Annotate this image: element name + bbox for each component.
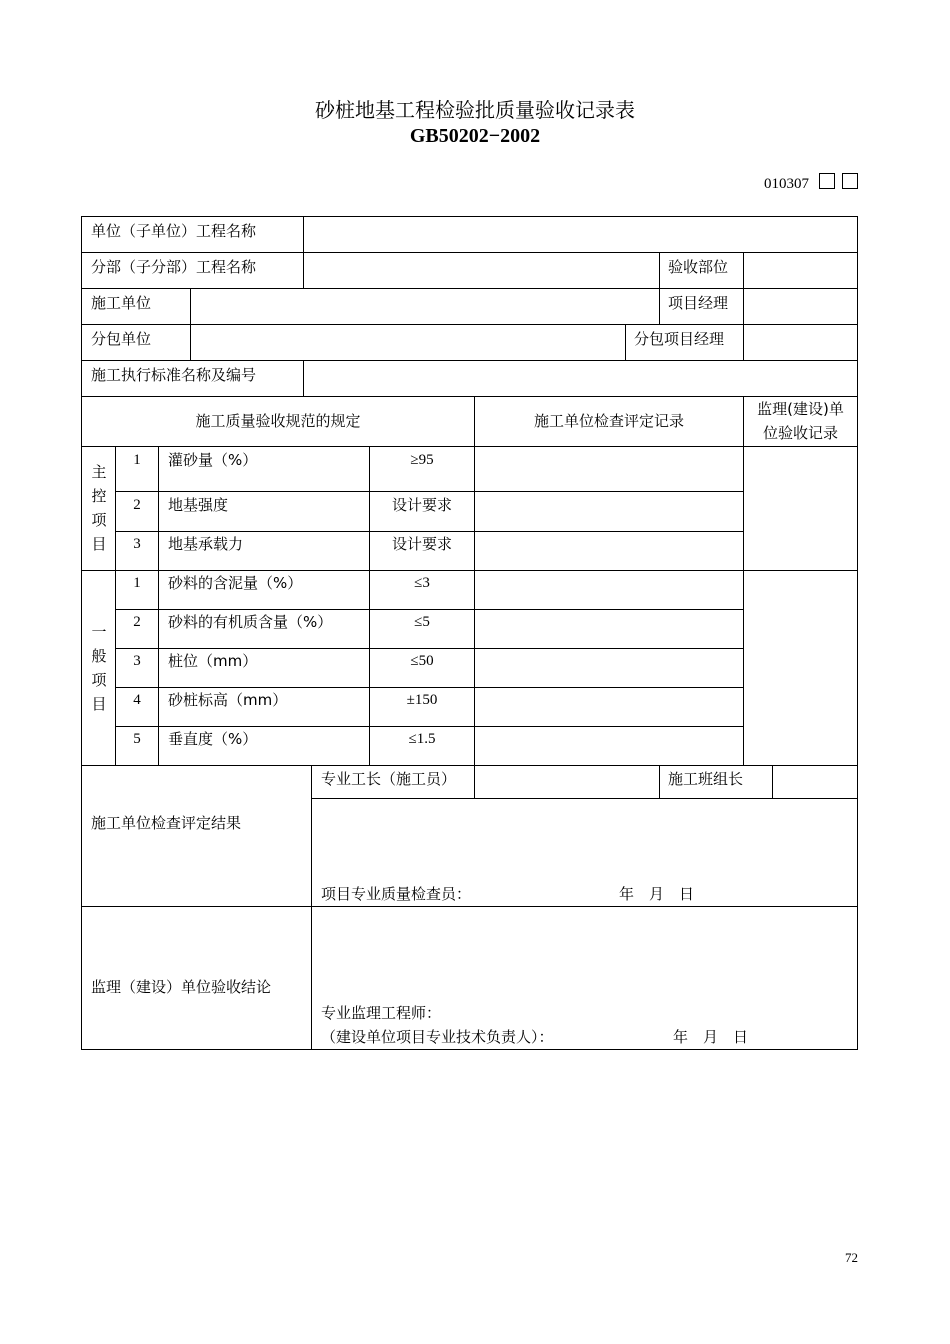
row-number: 1 [133, 452, 141, 468]
row-number: 2 [133, 497, 141, 513]
item-name: 灌砂量（%） [168, 451, 258, 469]
sub-pm-label: 分包项目经理 [634, 330, 725, 348]
acceptance-part-label: 验收部位 [668, 258, 729, 276]
item-requirement: 设计要求 [391, 496, 452, 514]
page-title: 砂桩地基工程检验批质量验收记录表 [315, 98, 635, 122]
main-items-group-label: 主 控 项 目 [91, 463, 107, 553]
item-name: 砂料的有机质含量（%） [168, 613, 333, 631]
row-number: 4 [133, 692, 141, 708]
item-name: 桩位（mm） [168, 652, 258, 670]
row-number: 3 [133, 653, 141, 669]
inspector-label: 项目专业质量检查员： [321, 885, 472, 903]
page-number: 72 [845, 1250, 858, 1265]
item-name: 地基承载力 [168, 535, 244, 553]
form-code-box-1[interactable] [819, 173, 835, 189]
team-leader-label: 施工班组长 [668, 770, 744, 788]
standard-label: 施工执行标准名称及编号 [91, 366, 257, 384]
item-requirement: ≤50 [410, 653, 434, 669]
contractor-label: 施工单位 [91, 294, 152, 312]
record-header: 施工单位检查评定记录 [533, 412, 684, 430]
item-requirement: ±150 [406, 692, 438, 708]
foreman-label: 专业工长（施工员） [321, 770, 457, 788]
form-code-box-2[interactable] [842, 173, 858, 189]
contractor-result-label: 施工单位检查评定结果 [91, 814, 242, 832]
item-name: 垂直度（%） [168, 730, 258, 748]
item-requirement: ≤3 [414, 575, 430, 591]
item-requirement: 设计要求 [391, 535, 452, 553]
item-name: 砂桩标高（mm） [168, 691, 288, 709]
form-code: 010307 [764, 176, 809, 192]
project-manager-label: 项目经理 [668, 294, 729, 312]
general-items-group-label: 一 般 项 目 [91, 623, 107, 713]
item-requirement: ≤1.5 [408, 731, 436, 747]
unit-project-label: 单位（子单位）工程名称 [91, 222, 257, 240]
supervision-header-line2: 位验收记录 [762, 424, 838, 442]
item-requirement: ≥95 [410, 452, 434, 468]
item-requirement: ≤5 [414, 614, 430, 630]
supervision-header-line1: 监理(建设)单 [757, 400, 844, 418]
item-name: 地基强度 [168, 496, 229, 514]
standard-code: GB50202−2002 [409, 125, 541, 147]
sub-project-label: 分部（子分部）工程名称 [91, 258, 257, 276]
row-number: 2 [133, 614, 141, 630]
supervision-result-label: 监理（建设）单位验收结论 [91, 978, 272, 996]
row-number: 5 [133, 731, 141, 747]
owner-label: （建设单位项目专业技术负责人）： [321, 1028, 554, 1046]
row-number: 3 [133, 536, 141, 552]
supervision-date: 年 月 日 [673, 1028, 749, 1046]
contractor-date: 年 月 日 [619, 885, 695, 903]
subcontractor-label: 分包单位 [91, 330, 152, 348]
spec-header: 施工质量验收规范的规定 [195, 412, 361, 430]
row-number: 1 [133, 575, 141, 591]
engineer-label: 专业监理工程师： [321, 1004, 442, 1022]
item-name: 砂料的含泥量（%） [168, 574, 303, 592]
